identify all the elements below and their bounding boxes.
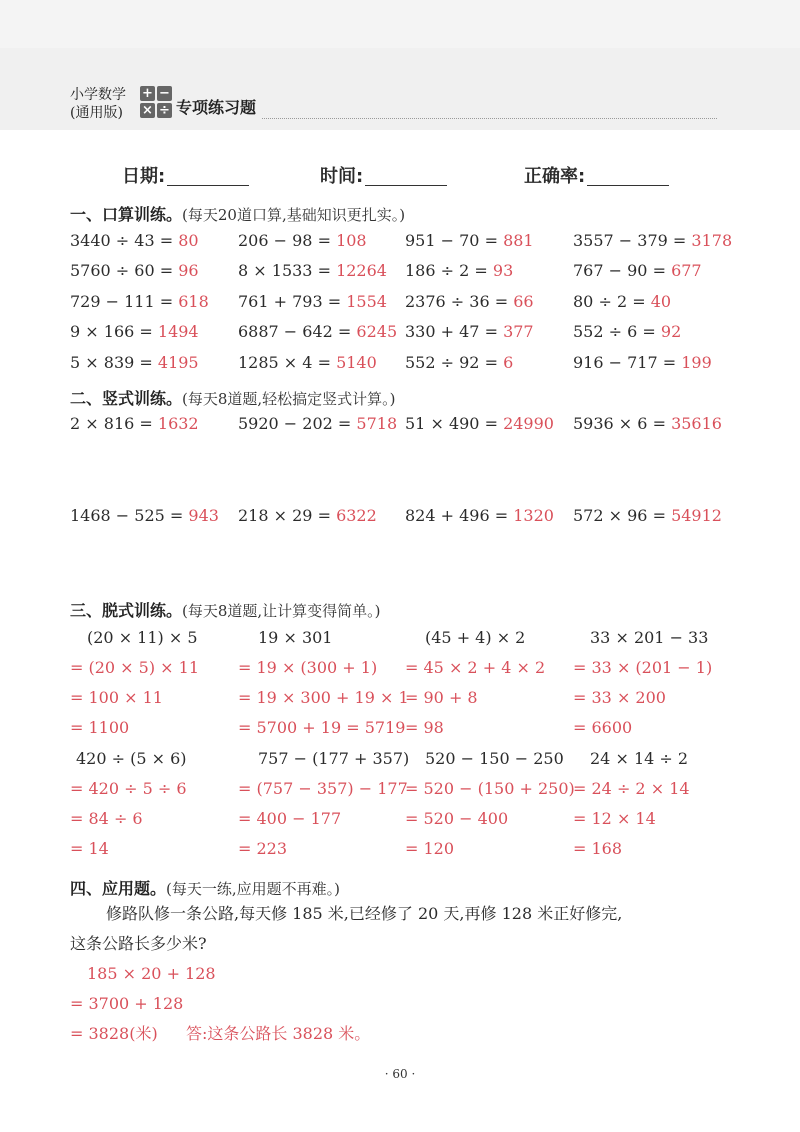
calc-step: = 14 [70,839,109,858]
word-problem-line-1: 修路队修一条公路,每天修 185 米,已经修了 20 天,再修 128 米正好修完, [106,904,623,923]
question-text: 572 × 96 = [573,506,666,525]
question-text: 824 + 496 = [405,506,509,525]
exercise-item [70,292,209,312]
answer-text: 4195 [157,353,199,372]
question-text: 767 − 90 = [573,261,666,280]
question-text: 761 + 793 = [238,292,342,311]
answer-text: 3178 [691,231,733,250]
exercise-item [70,414,199,434]
book-brand [70,86,126,122]
calc-step: = 420 ÷ 5 ÷ 6 [70,779,187,798]
answer-text: 96 [178,261,199,280]
exercise-item [573,506,722,526]
calc-step: = 223 [238,839,288,858]
calc-step: = 98 [405,718,444,737]
question-text: 951 − 70 = [405,231,498,250]
question-text: 8 × 1533 = [238,261,331,280]
exercise-item [70,261,199,281]
brand-line-2: (通用版) [70,105,123,121]
expression: 520 − 150 − 250 [425,749,564,768]
calc-step: = 12 × 14 [573,809,656,828]
exercise-item [70,322,199,342]
accuracy-blank[interactable] [587,167,669,186]
exercise-item [405,322,534,342]
brand-line-1: 小学数学 [70,87,126,103]
section-3-title: 三、脱式训练。 [70,601,183,620]
answer-text: 5140 [336,353,377,372]
question-text: 2 × 816 = [70,414,153,433]
section-3-heading [70,598,381,621]
question-text: 1468 − 525 = [70,506,184,525]
section-4-heading [70,876,340,899]
section-4-title: 四、应用题。 [70,879,167,898]
answer-text: 6245 [356,322,398,341]
exercise-item [573,231,732,251]
calc-step: = 168 [573,839,623,858]
answer-text: 24990 [503,414,554,433]
question-text: 552 ÷ 92 = [405,353,498,372]
time-field[interactable] [320,162,447,188]
answer-text: 618 [178,292,209,311]
answer-text: 92 [660,322,682,341]
subject-title: 专项练习题 [176,98,257,117]
accuracy-label: 正确率: [524,166,586,187]
exercise-item [238,322,397,342]
calc-step: = (757 − 357) − 177 [238,779,408,798]
page-top-margin [0,0,800,48]
answer-text: 377 [503,322,534,341]
calc-step: = 19 × (300 + 1) [238,658,378,677]
calc-step: = (20 × 5) × 11 [70,658,200,677]
section-3-note: (每天8道题,让计算变得简单。) [182,602,381,620]
plus-icon: + [140,86,155,101]
times-icon: × [140,103,155,118]
answer-text: 66 [513,292,534,311]
calc-step: = 84 ÷ 6 [70,809,143,828]
answer-text: 1494 [157,322,199,341]
question-text: 51 × 490 = [405,414,498,433]
minus-icon: − [157,86,172,101]
expression: 19 × 301 [258,628,333,647]
question-text: 916 − 717 = [573,353,677,372]
question-text: 9 × 166 = [70,322,153,341]
question-text: 206 − 98 = [238,231,331,250]
question-text: 186 ÷ 2 = [405,261,488,280]
operator-icons [140,86,172,118]
exercise-item [573,353,712,373]
solution-step: = 3828(米) [70,1024,158,1043]
exercise-item [405,506,554,526]
exercise-item [405,261,513,281]
calc-step: = 24 ÷ 2 × 14 [573,779,690,798]
question-text: 80 ÷ 2 = [573,292,646,311]
question-text: 6887 − 642 = [238,322,352,341]
exercise-item [405,414,554,434]
expression: 24 × 14 ÷ 2 [590,749,689,768]
exercise-item [573,414,722,434]
answer-text: 1320 [513,506,554,525]
question-text: 552 ÷ 6 = [573,322,656,341]
question-text: 2376 ÷ 36 = [405,292,509,311]
word-problem-line-2: 这条公路长多少米? [70,934,207,953]
answer-text: 943 [188,506,219,525]
exercise-item [238,353,377,373]
answer-text: 6322 [336,506,377,525]
section-2-note: (每天8道题,轻松搞定竖式计算。) [182,390,396,408]
answer-text: 12264 [336,261,387,280]
answer-text: 1632 [157,414,199,433]
question-text: 218 × 29 = [238,506,331,525]
answer-text: 6 [503,353,514,372]
calc-step: = 520 − (150 + 250) [405,779,575,798]
exercise-item [70,506,219,526]
accuracy-field[interactable] [524,162,669,188]
exercise-item [70,231,199,251]
calc-step: = 19 × 300 + 19 × 1 [238,688,409,707]
answer-text: 1554 [346,292,387,311]
answer-text: 80 [178,231,199,250]
answer-text: 35616 [671,414,722,433]
calc-step: = 100 × 11 [70,688,163,707]
exercise-item [573,322,681,342]
calc-step: = 90 + 8 [405,688,478,707]
calc-step: = 33 × 200 [573,688,666,707]
exercise-item [573,292,671,312]
solution-answer: 答:这条公路长 3828 米。 [186,1024,371,1043]
answer-text: 40 [650,292,672,311]
question-text: 1285 × 4 = [238,353,331,372]
calc-step: = 33 × (201 − 1) [573,658,713,677]
exercise-item [238,231,367,251]
answer-text: 5718 [356,414,398,433]
time-blank[interactable] [365,167,447,186]
time-label: 时间: [320,166,364,187]
question-text: 5760 ÷ 60 = [70,261,174,280]
question-text: 5920 − 202 = [238,414,352,433]
exercise-item [70,353,199,373]
section-1-title: 一、口算训练。 [70,205,183,224]
expression: 420 ÷ (5 × 6) [76,749,187,768]
section-4-note: (每天一练,应用题不再难。) [166,880,340,898]
section-1-heading [70,202,405,225]
date-label: 日期: [122,166,166,187]
calc-step: = 1100 [70,718,130,737]
section-1-note: (每天20道口算,基础知识更扎实。) [182,206,406,224]
question-text: 5936 × 6 = [573,414,666,433]
expression: 757 − (177 + 357) [258,749,410,768]
answer-text: 108 [336,231,367,250]
answer-text: 93 [492,261,514,280]
exercise-item [238,414,397,434]
exercise-item [405,231,534,251]
question-text: 729 − 111 = [70,292,174,311]
header-divider [262,118,717,119]
calc-step: = 6600 [573,718,633,737]
calc-step: = 5700 + 19 = 5719 [238,718,406,737]
question-text: 3440 ÷ 43 = [70,231,174,250]
answer-text: 881 [503,231,534,250]
page-number: · 60 · [384,1067,416,1081]
exercise-item [573,261,702,281]
exercise-item [238,261,387,281]
section-2-heading [70,386,396,409]
question-text: 3557 − 379 = [573,231,687,250]
calc-step: = 45 × 2 + 4 × 2 [405,658,546,677]
exercise-item [405,292,534,312]
expression: (45 + 4) × 2 [425,628,526,647]
solution-step: 185 × 20 + 128 [87,964,216,983]
section-2-title: 二、竖式训练。 [70,389,183,408]
solution-step: = 3700 + 128 [70,994,184,1013]
exercise-item [405,353,513,373]
calc-step: = 120 [405,839,455,858]
calc-step: = 400 − 177 [238,809,342,828]
answer-text: 677 [671,261,702,280]
answer-text: 54912 [671,506,722,525]
expression: 33 × 201 − 33 [590,628,709,647]
calc-step: = 520 − 400 [405,809,509,828]
answer-text: 199 [681,353,712,372]
question-text: 330 + 47 = [405,322,498,341]
expression: (20 × 11) × 5 [87,628,198,647]
date-blank[interactable] [167,167,249,186]
divide-icon: ÷ [157,103,172,118]
exercise-item [238,506,377,526]
question-text: 5 × 839 = [70,353,153,372]
exercise-item [238,292,387,312]
date-field[interactable] [122,162,249,188]
